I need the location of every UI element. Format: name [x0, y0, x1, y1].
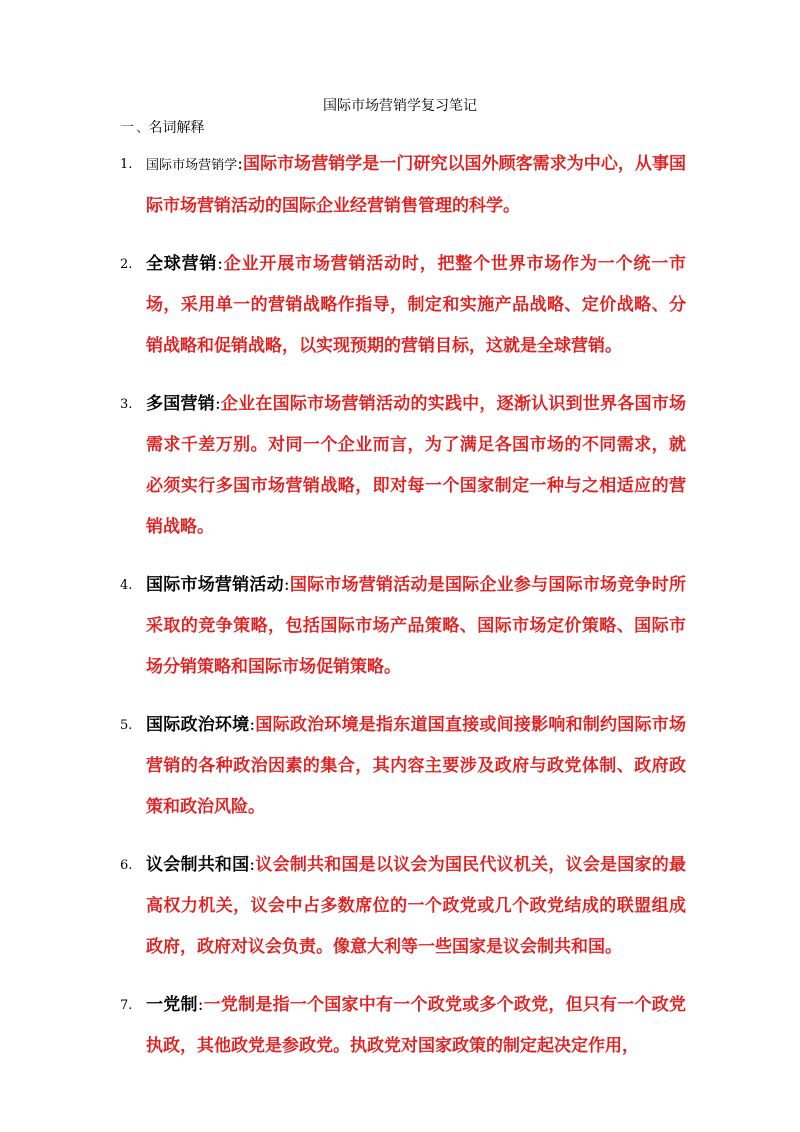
entry-definition: 议会制共和国是以议会为国民代议机关，议会是国家的最高权力机关，议会中占多数席位的一个政党或几个政党结成的联盟组成政府，政府对议会负责。像意大利等一些国家是议会制共和国。: [146, 855, 686, 957]
entry-number: 5.: [120, 718, 133, 733]
definition-entry: [120, 565, 686, 688]
entry-definition: 国际政治环境是指东道国直接或间接影响和制约国际市场营销的各种政治因素的集合，其内容主要涉及政府与政党体制、政府政策和政治风险。: [146, 715, 686, 817]
entry-paragraph: 一党制:一党制是指一个国家中有一个政党或多个政党，但只有一个政党执政，其他政党是参政党。执政党对国家政策的制定起决定作用，: [146, 995, 686, 1056]
entry-definition: 国际市场营销学是一门研究以国外顾客需求为中心，从事国际市场营销活动的国际企业经营销售管理的科学。: [146, 154, 686, 216]
definition-entry: [120, 845, 686, 968]
entry-paragraph: 国际市场营销活动:国际市场营销活动是国际企业参与国际市场竞争时所采取的竞争策略，包括国际市场产品策略、国际市场定价策略、国际市场分销策略和国际市场促销策略。: [146, 575, 686, 677]
entry-term: 国际市场营销活动: [146, 575, 284, 595]
entry-term: 多国营销: [146, 394, 215, 414]
section-heading-text: 名词解释: [148, 120, 205, 136]
entry-number: 4.: [120, 578, 133, 593]
definition-list: [0, 144, 800, 1084]
entry-paragraph: 国际市场营销学:国际市场营销学是一门研究以国外顾客需求为中心，从事国际市场营销活动的国际企业经营销售管理的科学。: [146, 154, 686, 216]
entry-term: 国际市场营销学: [146, 158, 238, 173]
section-marker: 一、: [120, 120, 152, 136]
document-title: 国际市场营销学复习笔记: [323, 98, 477, 114]
entry-term: 国际政治环境: [146, 715, 250, 735]
entry-term: 全球营销: [146, 254, 218, 274]
entry-paragraph: 全球营销:企业开展市场营销活动时，把整个世界市场作为一个统一市场，采用单一的营销战略作指导，制定和实施产品战略、定价战略、分销战略和促销战略，以实现预期的营销目标，这就是全球营销。: [146, 254, 687, 356]
entry-paragraph: 多国营销:企业在国际市场营销活动的实践中，逐渐认识到世界各国市场需求千差万别。对同一个企业而言，为了满足各国市场的不同需求，就必须实行多国市场营销战略，即对每一个国家制定一种与之相适应的营销战略。: [146, 394, 686, 537]
entry-definition: 企业在国际市场营销活动的实践中，逐渐认识到世界各国市场需求千差万别。对同一个企业而言，为了满足各国市场的不同需求，就必须实行多国市场营销战略，即对每一个国家制定一种与之相适应的营销战略。: [146, 394, 686, 537]
entry-number: 2.: [120, 257, 133, 272]
definition-entry: [120, 144, 686, 227]
entry-number: 7.: [120, 998, 133, 1013]
entry-number: 3.: [120, 397, 133, 412]
entry-number: 6.: [120, 858, 133, 873]
entry-definition: 企业开展市场营销活动时，把整个世界市场作为一个统一市场，采用单一的营销战略作指导，制定和实施产品战略、定价战略、分销战略和促销战略，以实现预期的营销目标，这就是全球营销。: [146, 254, 687, 356]
entry-paragraph: 国际政治环境:国际政治环境是指东道国直接或间接影响和制约国际市场营销的各种政治因素的集合，其内容主要涉及政府与政党体制、政府政策和政治风险。: [146, 715, 686, 817]
definition-entry: [120, 985, 686, 1067]
entry-paragraph: 议会制共和国:议会制共和国是以议会为国民代议机关，议会是国家的最高权力机关，议会中占多数席位的一个政党或几个政党结成的联盟组成政府，政府对议会负责。像意大利等一些国家是议会制共和国。: [146, 855, 686, 957]
entry-definition: 一党制是指一个国家中有一个政党或多个政党，但只有一个政党执政，其他政党是参政党。执政党对国家政策的制定起决定作用，: [146, 995, 686, 1056]
entry-definition: 国际市场营销活动是国际企业参与国际市场竞争时所采取的竞争策略，包括国际市场产品策略、国际市场定价策略、国际市场分销策略和国际市场促销策略。: [146, 575, 686, 677]
definition-entry: [120, 384, 686, 548]
entry-term: 一党制: [146, 995, 198, 1015]
entry-number: 1.: [120, 157, 133, 172]
definition-entry: [120, 244, 687, 367]
entry-term: 议会制共和国: [146, 855, 250, 875]
definition-entry: [120, 705, 686, 828]
section-heading: [120, 118, 204, 138]
